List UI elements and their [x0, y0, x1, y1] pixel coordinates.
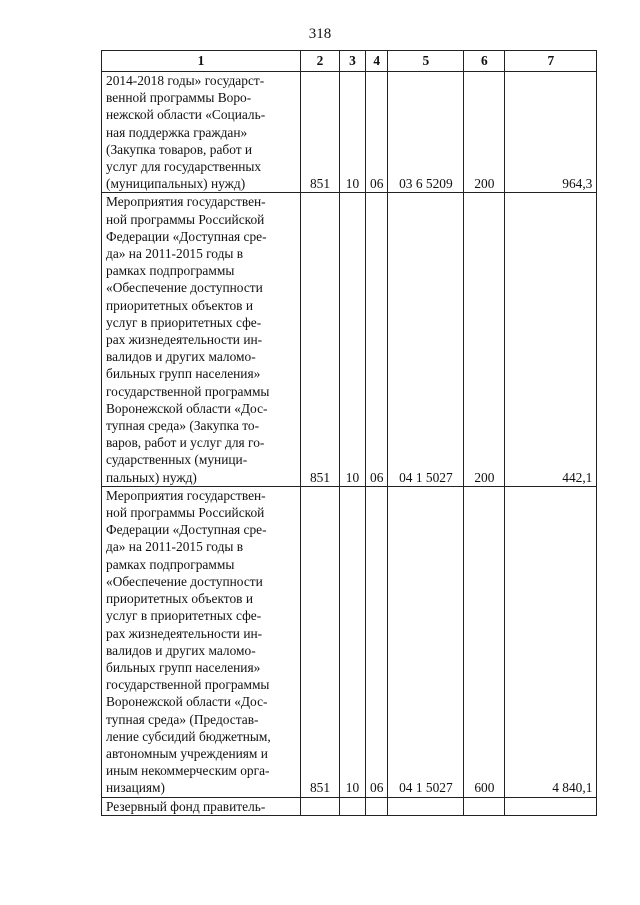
- amount-cell: 4 840,1: [505, 486, 597, 797]
- empty-cell: [340, 797, 366, 815]
- column-header-2: 2: [301, 51, 340, 72]
- row-name-cell: Мероприятия государствен- ной программы Российской Федерации «Доступная сре- да» на 2011-2015 годы в рамках подпрограммы «Обеспечение доступности приоритетных объектов и услуг в приоритетных сфе- рах жизнедеятельности ин- валидов и других маломо- бильных групп населения» государственной программы Воронежской области «Дос- тупная среда» (Закупка то- варов, работ и услуг для го- сударственных (муници- пальных) нужд): [102, 193, 301, 486]
- row-name-cell: 2014-2018 годы» государст- венной программы Воро- нежской области «Социаль- ная поддержка граждан» (Закупка товаров, работ и услуг для государственных (муниципальных) нужд): [102, 72, 301, 193]
- subsection-cell: 06: [366, 193, 388, 486]
- table-row: [102, 193, 597, 486]
- amount-cell: 442,1: [505, 193, 597, 486]
- empty-cell: [464, 797, 505, 815]
- table-row: [102, 72, 597, 193]
- target-article-cell: 04 1 5027: [388, 193, 464, 486]
- expense-type-cell: 200: [464, 193, 505, 486]
- column-header-3: 3: [340, 51, 366, 72]
- row-name-cell: Мероприятия государствен- ной программы Российской Федерации «Доступная сре- да» на 2011-2015 годы в рамках подпрограммы «Обеспечение доступности приоритетных объектов и услуг в приоритетных сфе- рах жизнедеятельности ин- валидов и других маломо- бильных групп населения» государственной программы Воронежской области «Дос- тупная среда» (Предостав- ление субсидий бюджетным, автономным учреждениям и иным некоммерческим орга- низациям): [102, 486, 301, 797]
- expense-type-cell: 600: [464, 486, 505, 797]
- section-cell: 10: [340, 193, 366, 486]
- ministry-code-cell: 851: [301, 486, 340, 797]
- empty-cell: [505, 797, 597, 815]
- table-row: [102, 486, 597, 797]
- empty-cell: [388, 797, 464, 815]
- table-row-partial: [102, 797, 597, 815]
- amount-cell: 964,3: [505, 72, 597, 193]
- section-cell: 10: [340, 72, 366, 193]
- column-header-5: 5: [388, 51, 464, 72]
- target-article-cell: 04 1 5027: [388, 486, 464, 797]
- subsection-cell: 06: [366, 486, 388, 797]
- ministry-code-cell: 851: [301, 193, 340, 486]
- page-number: 318: [308, 26, 332, 42]
- column-header-1: 1: [102, 51, 301, 72]
- table-header-row: [102, 51, 597, 72]
- empty-cell: [301, 797, 340, 815]
- column-header-7: 7: [505, 51, 597, 72]
- expense-type-cell: 200: [464, 72, 505, 193]
- ministry-code-cell: 851: [301, 72, 340, 193]
- section-cell: 10: [340, 486, 366, 797]
- row-name-cell: Резервный фонд правитель-: [102, 797, 301, 815]
- budget-table: [101, 50, 597, 816]
- column-header-6: 6: [464, 51, 505, 72]
- column-header-4: 4: [366, 51, 388, 72]
- target-article-cell: 03 6 5209: [388, 72, 464, 193]
- subsection-cell: 06: [366, 72, 388, 193]
- empty-cell: [366, 797, 388, 815]
